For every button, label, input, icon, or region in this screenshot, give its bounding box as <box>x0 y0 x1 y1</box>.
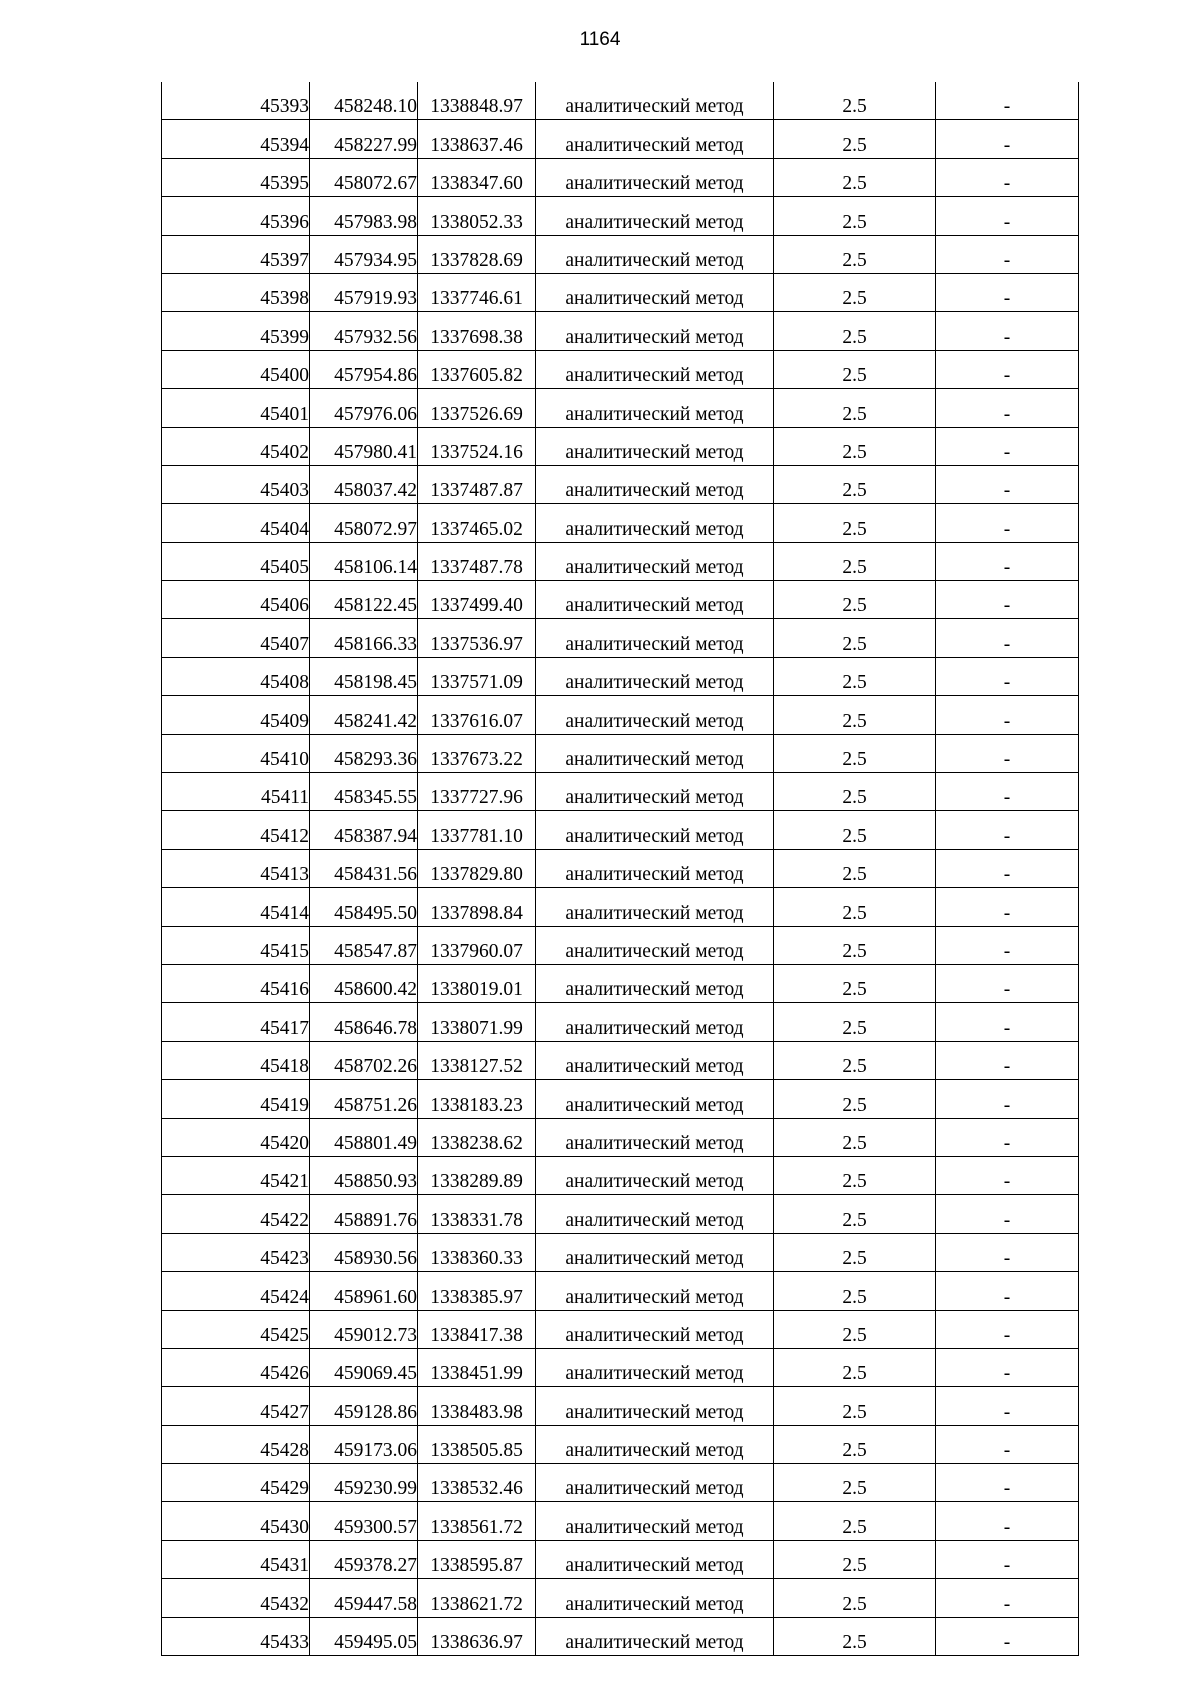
coordinates-table <box>161 82 1079 1656</box>
y-coordinate-cell: 1337960.07 <box>418 926 536 964</box>
method-cell: аналитический метод <box>536 1195 774 1233</box>
note-cell: - <box>936 1195 1079 1233</box>
method-cell: аналитический метод <box>536 1310 774 1348</box>
table-row <box>162 619 1079 657</box>
method-cell: аналитический метод <box>536 1348 774 1386</box>
accuracy-cell: 2.5 <box>774 1540 936 1578</box>
note-cell: - <box>936 427 1079 465</box>
point-number-cell: 45411 <box>162 773 310 811</box>
y-coordinate-cell: 1337698.38 <box>418 312 536 350</box>
table-row <box>162 696 1079 734</box>
method-cell: аналитический метод <box>536 1617 774 1655</box>
table-row <box>162 1118 1079 1156</box>
x-coordinate-cell: 458702.26 <box>310 1041 418 1079</box>
method-cell: аналитический метод <box>536 1080 774 1118</box>
note-cell: - <box>936 158 1079 196</box>
point-number-cell: 45431 <box>162 1540 310 1578</box>
point-number-cell: 45417 <box>162 1003 310 1041</box>
accuracy-cell: 2.5 <box>774 696 936 734</box>
x-coordinate-cell: 458431.56 <box>310 849 418 887</box>
method-cell: аналитический метод <box>536 926 774 964</box>
accuracy-cell: 2.5 <box>774 504 936 542</box>
accuracy-cell: 2.5 <box>774 1272 936 1310</box>
method-cell: аналитический метод <box>536 1579 774 1617</box>
y-coordinate-cell: 1338637.46 <box>418 120 536 158</box>
table-row <box>162 235 1079 273</box>
table-row <box>162 888 1079 926</box>
note-cell: - <box>936 1118 1079 1156</box>
point-number-cell: 45428 <box>162 1425 310 1463</box>
accuracy-cell: 2.5 <box>774 619 936 657</box>
note-cell: - <box>936 888 1079 926</box>
accuracy-cell: 2.5 <box>774 657 936 695</box>
point-number-cell: 45429 <box>162 1464 310 1502</box>
x-coordinate-cell: 458850.93 <box>310 1156 418 1194</box>
x-coordinate-cell: 458122.45 <box>310 581 418 619</box>
y-coordinate-cell: 1337605.82 <box>418 350 536 388</box>
y-coordinate-cell: 1338595.87 <box>418 1540 536 1578</box>
point-number-cell: 45410 <box>162 734 310 772</box>
note-cell: - <box>936 389 1079 427</box>
method-cell: аналитический метод <box>536 773 774 811</box>
note-cell: - <box>936 657 1079 695</box>
accuracy-cell: 2.5 <box>774 581 936 619</box>
y-coordinate-cell: 1337781.10 <box>418 811 536 849</box>
note-cell: - <box>936 465 1079 503</box>
point-number-cell: 45425 <box>162 1310 310 1348</box>
method-cell: аналитический метод <box>536 1540 774 1578</box>
y-coordinate-cell: 1338127.52 <box>418 1041 536 1079</box>
point-number-cell: 45397 <box>162 235 310 273</box>
method-cell: аналитический метод <box>536 1233 774 1271</box>
accuracy-cell: 2.5 <box>774 849 936 887</box>
y-coordinate-cell: 1338289.89 <box>418 1156 536 1194</box>
table-row <box>162 581 1079 619</box>
x-coordinate-cell: 458198.45 <box>310 657 418 695</box>
point-number-cell: 45430 <box>162 1502 310 1540</box>
y-coordinate-cell: 1338621.72 <box>418 1579 536 1617</box>
y-coordinate-cell: 1338417.38 <box>418 1310 536 1348</box>
y-coordinate-cell: 1337524.16 <box>418 427 536 465</box>
accuracy-cell: 2.5 <box>774 1425 936 1463</box>
x-coordinate-cell: 458387.94 <box>310 811 418 849</box>
point-number-cell: 45409 <box>162 696 310 734</box>
method-cell: аналитический метод <box>536 696 774 734</box>
x-coordinate-cell: 459012.73 <box>310 1310 418 1348</box>
method-cell: аналитический метод <box>536 465 774 503</box>
point-number-cell: 45415 <box>162 926 310 964</box>
accuracy-cell: 2.5 <box>774 465 936 503</box>
x-coordinate-cell: 458072.67 <box>310 158 418 196</box>
point-number-cell: 45399 <box>162 312 310 350</box>
table-row <box>162 312 1079 350</box>
table-row <box>162 1041 1079 1079</box>
accuracy-cell: 2.5 <box>774 427 936 465</box>
point-number-cell: 45407 <box>162 619 310 657</box>
y-coordinate-cell: 1338238.62 <box>418 1118 536 1156</box>
note-cell: - <box>936 1041 1079 1079</box>
x-coordinate-cell: 458891.76 <box>310 1195 418 1233</box>
table-row <box>162 273 1079 311</box>
method-cell: аналитический метод <box>536 504 774 542</box>
accuracy-cell: 2.5 <box>774 82 936 120</box>
y-coordinate-cell: 1338183.23 <box>418 1080 536 1118</box>
table-row <box>162 1003 1079 1041</box>
x-coordinate-cell: 457954.86 <box>310 350 418 388</box>
point-number-cell: 45421 <box>162 1156 310 1194</box>
x-coordinate-cell: 458106.14 <box>310 542 418 580</box>
table-row <box>162 120 1079 158</box>
table-row <box>162 158 1079 196</box>
method-cell: аналитический метод <box>536 427 774 465</box>
x-coordinate-cell: 459495.05 <box>310 1617 418 1655</box>
table-row <box>162 197 1079 235</box>
method-cell: аналитический метод <box>536 1425 774 1463</box>
accuracy-cell: 2.5 <box>774 1310 936 1348</box>
note-cell: - <box>936 542 1079 580</box>
note-cell: - <box>936 849 1079 887</box>
note-cell: - <box>936 696 1079 734</box>
note-cell: - <box>936 1233 1079 1271</box>
method-cell: аналитический метод <box>536 389 774 427</box>
method-cell: аналитический метод <box>536 197 774 235</box>
method-cell: аналитический метод <box>536 1003 774 1041</box>
method-cell: аналитический метод <box>536 350 774 388</box>
method-cell: аналитический метод <box>536 734 774 772</box>
y-coordinate-cell: 1338505.85 <box>418 1425 536 1463</box>
table-row <box>162 849 1079 887</box>
x-coordinate-cell: 459128.86 <box>310 1387 418 1425</box>
point-number-cell: 45433 <box>162 1617 310 1655</box>
method-cell: аналитический метод <box>536 1118 774 1156</box>
note-cell: - <box>936 619 1079 657</box>
accuracy-cell: 2.5 <box>774 1003 936 1041</box>
x-coordinate-cell: 458293.36 <box>310 734 418 772</box>
method-cell: аналитический метод <box>536 1502 774 1540</box>
table-row <box>162 1425 1079 1463</box>
x-coordinate-cell: 459230.99 <box>310 1464 418 1502</box>
x-coordinate-cell: 458227.99 <box>310 120 418 158</box>
point-number-cell: 45398 <box>162 273 310 311</box>
note-cell: - <box>936 1156 1079 1194</box>
point-number-cell: 45395 <box>162 158 310 196</box>
table-row <box>162 389 1079 427</box>
y-coordinate-cell: 1337828.69 <box>418 235 536 273</box>
x-coordinate-cell: 459447.58 <box>310 1579 418 1617</box>
point-number-cell: 45420 <box>162 1118 310 1156</box>
page-number: 1164 <box>579 29 621 50</box>
note-cell: - <box>936 273 1079 311</box>
y-coordinate-cell: 1337536.97 <box>418 619 536 657</box>
y-coordinate-cell: 1338360.33 <box>418 1233 536 1271</box>
point-number-cell: 45401 <box>162 389 310 427</box>
accuracy-cell: 2.5 <box>774 235 936 273</box>
note-cell: - <box>936 1348 1079 1386</box>
method-cell: аналитический метод <box>536 235 774 273</box>
table-body <box>162 82 1079 1656</box>
accuracy-cell: 2.5 <box>774 773 936 811</box>
note-cell: - <box>936 1080 1079 1118</box>
point-number-cell: 45403 <box>162 465 310 503</box>
method-cell: аналитический метод <box>536 1272 774 1310</box>
accuracy-cell: 2.5 <box>774 1041 936 1079</box>
note-cell: - <box>936 1464 1079 1502</box>
x-coordinate-cell: 457934.95 <box>310 235 418 273</box>
x-coordinate-cell: 459378.27 <box>310 1540 418 1578</box>
point-number-cell: 45396 <box>162 197 310 235</box>
x-coordinate-cell: 458961.60 <box>310 1272 418 1310</box>
y-coordinate-cell: 1338532.46 <box>418 1464 536 1502</box>
note-cell: - <box>936 235 1079 273</box>
table-row <box>162 1502 1079 1540</box>
x-coordinate-cell: 459069.45 <box>310 1348 418 1386</box>
x-coordinate-cell: 457976.06 <box>310 389 418 427</box>
x-coordinate-cell: 458751.26 <box>310 1080 418 1118</box>
point-number-cell: 45432 <box>162 1579 310 1617</box>
table-row <box>162 465 1079 503</box>
note-cell: - <box>936 1579 1079 1617</box>
y-coordinate-cell: 1337898.84 <box>418 888 536 926</box>
table-row <box>162 773 1079 811</box>
note-cell: - <box>936 1502 1079 1540</box>
table-row <box>162 657 1079 695</box>
x-coordinate-cell: 457919.93 <box>310 273 418 311</box>
method-cell: аналитический метод <box>536 82 774 120</box>
y-coordinate-cell: 1338483.98 <box>418 1387 536 1425</box>
accuracy-cell: 2.5 <box>774 1156 936 1194</box>
accuracy-cell: 2.5 <box>774 1195 936 1233</box>
y-coordinate-cell: 1338331.78 <box>418 1195 536 1233</box>
y-coordinate-cell: 1338561.72 <box>418 1502 536 1540</box>
x-coordinate-cell: 457932.56 <box>310 312 418 350</box>
accuracy-cell: 2.5 <box>774 1387 936 1425</box>
y-coordinate-cell: 1338347.60 <box>418 158 536 196</box>
accuracy-cell: 2.5 <box>774 1617 936 1655</box>
accuracy-cell: 2.5 <box>774 1464 936 1502</box>
note-cell: - <box>936 1617 1079 1655</box>
note-cell: - <box>936 811 1079 849</box>
accuracy-cell: 2.5 <box>774 273 936 311</box>
accuracy-cell: 2.5 <box>774 197 936 235</box>
method-cell: аналитический метод <box>536 811 774 849</box>
accuracy-cell: 2.5 <box>774 312 936 350</box>
y-coordinate-cell: 1338071.99 <box>418 1003 536 1041</box>
table-row <box>162 1233 1079 1271</box>
table-row <box>162 1156 1079 1194</box>
table-row <box>162 926 1079 964</box>
method-cell: аналитический метод <box>536 1464 774 1502</box>
note-cell: - <box>936 312 1079 350</box>
point-number-cell: 45406 <box>162 581 310 619</box>
method-cell: аналитический метод <box>536 542 774 580</box>
table-row <box>162 1310 1079 1348</box>
point-number-cell: 45427 <box>162 1387 310 1425</box>
x-coordinate-cell: 459173.06 <box>310 1425 418 1463</box>
note-cell: - <box>936 1425 1079 1463</box>
table-row <box>162 504 1079 542</box>
x-coordinate-cell: 458345.55 <box>310 773 418 811</box>
note-cell: - <box>936 1003 1079 1041</box>
y-coordinate-cell: 1337487.87 <box>418 465 536 503</box>
point-number-cell: 45405 <box>162 542 310 580</box>
table-row <box>162 964 1079 1002</box>
method-cell: аналитический метод <box>536 273 774 311</box>
point-number-cell: 45394 <box>162 120 310 158</box>
method-cell: аналитический метод <box>536 120 774 158</box>
note-cell: - <box>936 734 1079 772</box>
accuracy-cell: 2.5 <box>774 158 936 196</box>
note-cell: - <box>936 197 1079 235</box>
x-coordinate-cell: 458248.10 <box>310 82 418 120</box>
method-cell: аналитический метод <box>536 312 774 350</box>
table-row <box>162 1617 1079 1655</box>
table-row <box>162 1272 1079 1310</box>
y-coordinate-cell: 1338848.97 <box>418 82 536 120</box>
note-cell: - <box>936 926 1079 964</box>
accuracy-cell: 2.5 <box>774 1579 936 1617</box>
point-number-cell: 45418 <box>162 1041 310 1079</box>
accuracy-cell: 2.5 <box>774 120 936 158</box>
y-coordinate-cell: 1337616.07 <box>418 696 536 734</box>
table-row <box>162 1195 1079 1233</box>
y-coordinate-cell: 1338636.97 <box>418 1617 536 1655</box>
x-coordinate-cell: 459300.57 <box>310 1502 418 1540</box>
accuracy-cell: 2.5 <box>774 350 936 388</box>
accuracy-cell: 2.5 <box>774 811 936 849</box>
point-number-cell: 45393 <box>162 82 310 120</box>
note-cell: - <box>936 964 1079 1002</box>
note-cell: - <box>936 120 1079 158</box>
y-coordinate-cell: 1337746.61 <box>418 273 536 311</box>
table-row <box>162 734 1079 772</box>
method-cell: аналитический метод <box>536 1156 774 1194</box>
note-cell: - <box>936 504 1079 542</box>
method-cell: аналитический метод <box>536 158 774 196</box>
accuracy-cell: 2.5 <box>774 1080 936 1118</box>
accuracy-cell: 2.5 <box>774 888 936 926</box>
point-number-cell: 45414 <box>162 888 310 926</box>
point-number-cell: 45402 <box>162 427 310 465</box>
y-coordinate-cell: 1338019.01 <box>418 964 536 1002</box>
y-coordinate-cell: 1337465.02 <box>418 504 536 542</box>
table-row <box>162 1464 1079 1502</box>
point-number-cell: 45412 <box>162 811 310 849</box>
point-number-cell: 45404 <box>162 504 310 542</box>
table-row <box>162 1387 1079 1425</box>
note-cell: - <box>936 1540 1079 1578</box>
table-row <box>162 82 1079 120</box>
x-coordinate-cell: 458547.87 <box>310 926 418 964</box>
y-coordinate-cell: 1337673.22 <box>418 734 536 772</box>
point-number-cell: 45422 <box>162 1195 310 1233</box>
table-row <box>162 1540 1079 1578</box>
y-coordinate-cell: 1337829.80 <box>418 849 536 887</box>
method-cell: аналитический метод <box>536 888 774 926</box>
y-coordinate-cell: 1337487.78 <box>418 542 536 580</box>
accuracy-cell: 2.5 <box>774 926 936 964</box>
note-cell: - <box>936 82 1079 120</box>
table-row <box>162 427 1079 465</box>
method-cell: аналитический метод <box>536 581 774 619</box>
y-coordinate-cell: 1338451.99 <box>418 1348 536 1386</box>
method-cell: аналитический метод <box>536 619 774 657</box>
accuracy-cell: 2.5 <box>774 1118 936 1156</box>
accuracy-cell: 2.5 <box>774 964 936 1002</box>
method-cell: аналитический метод <box>536 849 774 887</box>
y-coordinate-cell: 1337727.96 <box>418 773 536 811</box>
x-coordinate-cell: 457980.41 <box>310 427 418 465</box>
y-coordinate-cell: 1337499.40 <box>418 581 536 619</box>
accuracy-cell: 2.5 <box>774 1233 936 1271</box>
x-coordinate-cell: 458801.49 <box>310 1118 418 1156</box>
method-cell: аналитический метод <box>536 1387 774 1425</box>
point-number-cell: 45416 <box>162 964 310 1002</box>
table-row <box>162 542 1079 580</box>
note-cell: - <box>936 1272 1079 1310</box>
note-cell: - <box>936 581 1079 619</box>
point-number-cell: 45424 <box>162 1272 310 1310</box>
point-number-cell: 45400 <box>162 350 310 388</box>
x-coordinate-cell: 458166.33 <box>310 619 418 657</box>
note-cell: - <box>936 1387 1079 1425</box>
table-row <box>162 811 1079 849</box>
point-number-cell: 45423 <box>162 1233 310 1271</box>
x-coordinate-cell: 458037.42 <box>310 465 418 503</box>
x-coordinate-cell: 458072.97 <box>310 504 418 542</box>
note-cell: - <box>936 1310 1079 1348</box>
table-row <box>162 1579 1079 1617</box>
point-number-cell: 45426 <box>162 1348 310 1386</box>
y-coordinate-cell: 1337526.69 <box>418 389 536 427</box>
x-coordinate-cell: 457983.98 <box>310 197 418 235</box>
note-cell: - <box>936 773 1079 811</box>
x-coordinate-cell: 458600.42 <box>310 964 418 1002</box>
method-cell: аналитический метод <box>536 1041 774 1079</box>
accuracy-cell: 2.5 <box>774 1348 936 1386</box>
accuracy-cell: 2.5 <box>774 734 936 772</box>
table-row <box>162 1080 1079 1118</box>
note-cell: - <box>936 350 1079 388</box>
y-coordinate-cell: 1337571.09 <box>418 657 536 695</box>
y-coordinate-cell: 1338052.33 <box>418 197 536 235</box>
table-row <box>162 350 1079 388</box>
point-number-cell: 45419 <box>162 1080 310 1118</box>
y-coordinate-cell: 1338385.97 <box>418 1272 536 1310</box>
accuracy-cell: 2.5 <box>774 542 936 580</box>
x-coordinate-cell: 458646.78 <box>310 1003 418 1041</box>
table-row <box>162 1348 1079 1386</box>
point-number-cell: 45408 <box>162 657 310 695</box>
accuracy-cell: 2.5 <box>774 389 936 427</box>
x-coordinate-cell: 458930.56 <box>310 1233 418 1271</box>
accuracy-cell: 2.5 <box>774 1502 936 1540</box>
method-cell: аналитический метод <box>536 657 774 695</box>
x-coordinate-cell: 458241.42 <box>310 696 418 734</box>
point-number-cell: 45413 <box>162 849 310 887</box>
x-coordinate-cell: 458495.50 <box>310 888 418 926</box>
method-cell: аналитический метод <box>536 964 774 1002</box>
